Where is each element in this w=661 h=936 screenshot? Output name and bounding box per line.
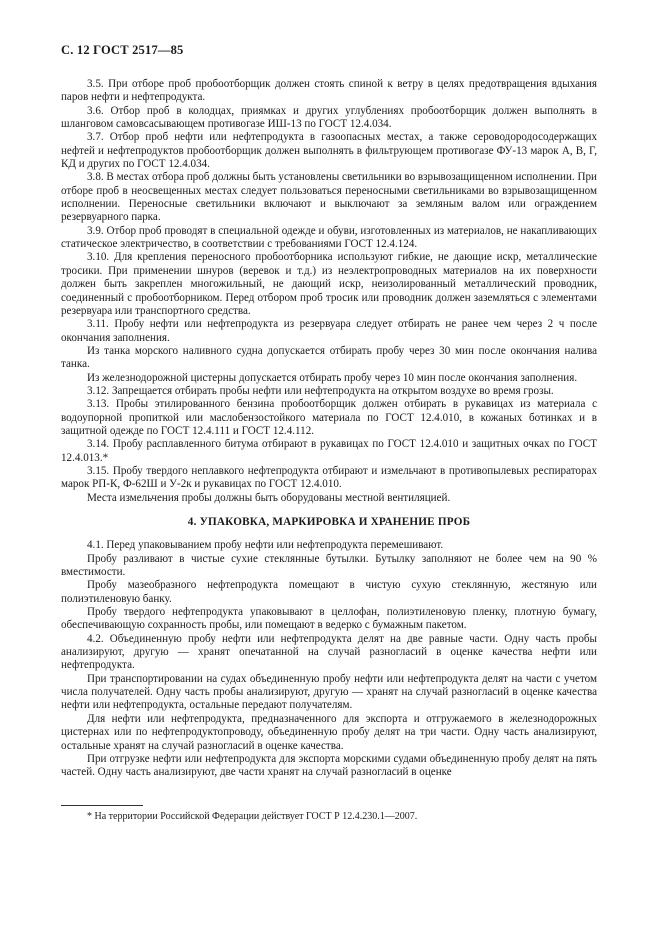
paragraph: 3.11. Пробу нефти или нефтепродукта из резервуара следует отбирать не ранее чем через 2 ч после окончания заполнения. xyxy=(61,318,597,344)
paragraph: 4.1. Перед упаковыванием пробу нефти или нефтепродукта перемешивают. xyxy=(87,539,444,552)
paragraph: 3.5. При отборе проб пробоотборщик должен стоять спиной к ветру в целях предотвращения вдыхания паров нефти и нефтепродукта. xyxy=(61,78,597,104)
document-body xyxy=(61,78,597,780)
section-4-text xyxy=(61,539,597,779)
paragraph: Пробу мазеобразного нефтепродукта помещают в чистую сухую стеклянную, жестяную или полиэтиленовую банку. xyxy=(61,579,597,605)
paragraph: 3.12. Запрещается отбирать пробы нефти или нефтепродукта на открытом воздухе во время грозы. xyxy=(87,384,554,397)
section-title: 4. УПАКОВКА, МАРКИРОВКА И ХРАНЕНИЕ ПРОБ xyxy=(187,516,471,528)
paragraph: 3.10. Для крепления переносного пробоотборника используют гибкие, не дающие искр, металлические тросики. При применении шнуров (веревок и т.д.) из неэлектропроводных материалов на их поверхности должен быть закреплен многожильный, не дающий искр, неизолированный металлический проводник, соединенный с пробоотборником. Перед отбором проб тросик или проводник должен заземляться с элементами резервуара или транспортного средства. xyxy=(61,251,597,317)
paragraph: Пробу твердого нефтепродукта упаковывают в целлофан, полиэтиленовую пленку, плотную бумагу, обеспечивающую сохранность пробы, или помещают в ведерко с бумажным пакетом. xyxy=(61,606,597,632)
paragraph: Из танка морского наливного судна допускается отбирать пробу через 30 мин после окончания налива танка. xyxy=(61,344,597,371)
paragraph: 3.8. В местах отбора проб должны быть установлены светильники во взрывозащищенном исполнении. При отборе проб в неосвещенных местах следует пользоваться переносными светильниками во взрывозащищенном исполнении. Переносные светильники включают и выключают за земляным валом или ограждением резервуарного парка. xyxy=(61,171,597,224)
paragraph: 3.9. Отбор проб проводят в специальной одежде и обуви, изготовленных из материалов, не накапливающих статическое электричество, в соответствии с требованиями ГОСТ 12.4.124. xyxy=(61,224,597,251)
paragraph: 3.14. Пробу расплавленного битума отбирают в рукавицах по ГОСТ 12.4.010 и защитных очках по ГОСТ 12.4.013.* xyxy=(61,438,597,464)
paragraph: Пробу разливают в чистые сухие стеклянные бутылки. Бутылку заполняют не более чем на 90 % вместимости. xyxy=(61,552,597,579)
paragraph: Места измельчения пробы должны быть оборудованы местной вентиляцией. xyxy=(87,491,451,504)
paragraph: Для нефти или нефтепродукта, предназначенного для экспорта и отгружаемого в железнодорожных цистернах или по нефтепродуктопроводу, объединенную пробу делят на три части. Одну часть анализируют, остальные хранят на случай разногласий в оценке качества. xyxy=(61,712,597,752)
paragraph: 4.2. Объединенную пробу нефти или нефтепродукта делят на две равные части. Одну часть пробы анализируют, другую — хранят опечатанной на случай разногласий в оценке качества нефти или нефтепродукта. xyxy=(61,632,597,672)
paragraph: При отгрузке нефти или нефтепродукта для экспорта морскими судами объединенную пробу делят на пять частей. Одну часть анализируют, две части хранят на случай разногласий в оценке xyxy=(61,752,597,779)
paragraph: 3.7. Отбор проб нефти или нефтепродукта в газоопасных местах, а также сероводородосодержащих нефтей и нефтепродуктов пробоотборщик должен выполнять в фильтрующем противогазе ФУ-13 марок А, В, Г, КД и других по ГОСТ 12.4.034. xyxy=(61,131,597,171)
footnote: * На территории Российской Федерации действует ГОСТ Р 12.4.230.1—2007. xyxy=(87,811,418,822)
footnote-divider xyxy=(61,805,143,806)
section-3-text xyxy=(61,78,597,505)
paragraph: 3.6. Отбор проб в колодцах, приямках и других углублениях пробоотборщик должен выполнять в шланговом самовсасывающем противогазе ИШ-13 по ГОСТ 12.4.034. xyxy=(61,104,597,131)
page-header: С. 12 ГОСТ 2517—85 xyxy=(61,43,184,57)
paragraph: Из железнодорожной цистерны допускается отбирать пробу через 10 мин после окончания заполнения. xyxy=(87,371,578,384)
paragraph: 3.15. Пробу твердого неплавкого нефтепродукта отбирают и измельчают в противопылевых респираторах марок РП-К, Ф-62Ш и У-2к и рукавицах по ГОСТ 12.4.010. xyxy=(61,464,597,491)
paragraph: При транспортировании на судах объединенную пробу нефти или нефтепродукта делят на части с учетом числа получателей. Одну часть пробы анализируют, другую — хранят на случай разногласий в оценке качества нефти или нефтепродукта, остальные передают получателям. xyxy=(61,672,597,712)
paragraph: 3.13. Пробы этилированного бензина пробоотборщик должен отбирать в рукавицах из материала с водоупорной пропиткой или маслобензостойкого материала по ГОСТ 12.4.010, в кожаных ботинках и в защитной одежде по ГОСТ 12.4.111 и ГОСТ 12.4.112. xyxy=(61,398,597,437)
